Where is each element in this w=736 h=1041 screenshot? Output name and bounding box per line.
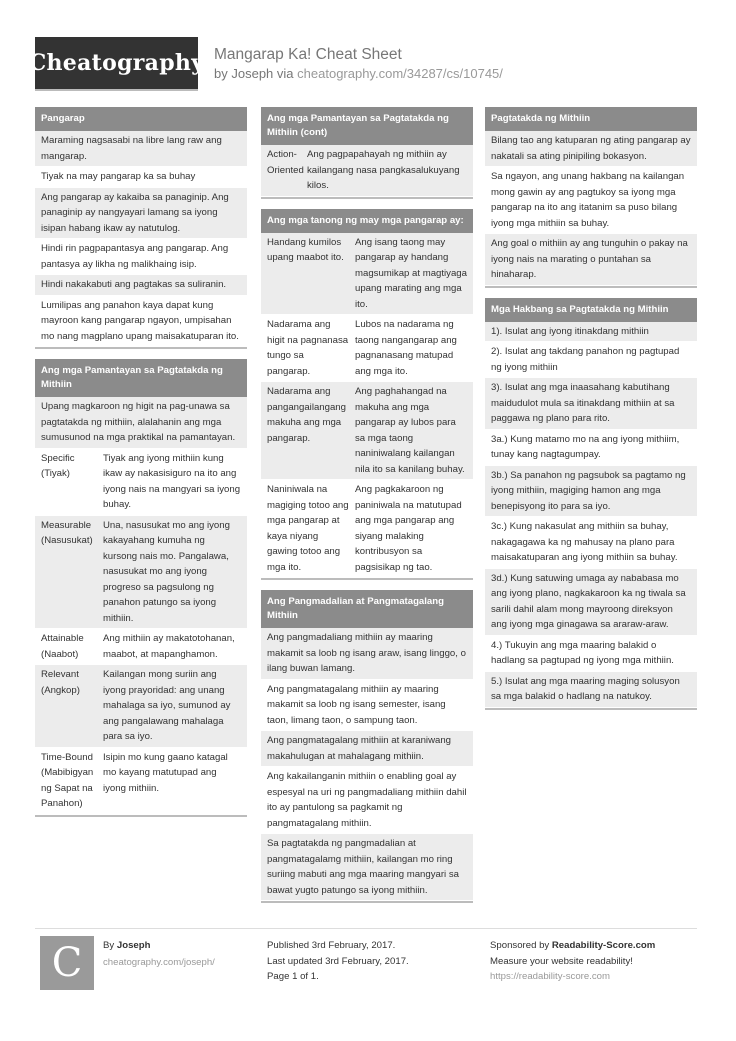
section-row: Tiyak na may pangarap ka sa buhay (35, 167, 247, 188)
row-key: Specific (Tiyak) (41, 452, 75, 479)
row-key: Nadarama ang higit na pagnanasa tungo sa pangarap. (267, 319, 349, 377)
column-2 (261, 107, 473, 913)
section-pagtatakda (485, 107, 697, 288)
section-divider (35, 347, 247, 349)
author-link[interactable]: Joseph (231, 66, 274, 81)
section-divider (261, 578, 473, 580)
section-intro: Upang magkaroon ng higit na pag-unawa sa pagtatakda ng mithiin, alalahanin ang mga sumusunod na mga praktikal na pamantayan. (35, 397, 247, 449)
section-title: Ang Pangmadalian at Pangmatagalang Mithiin (261, 590, 473, 628)
by-label: by (214, 66, 228, 81)
row-key: Nadarama ang pangangailangang makuha ang mga pangarap. (267, 386, 346, 444)
table-row (35, 449, 247, 516)
footer-dates (267, 938, 409, 985)
row-key: Measurable (Nasusukat) (41, 519, 93, 546)
cheatography-logo[interactable]: Cheatography (35, 37, 198, 89)
row-key: Relevant (Angkop) (41, 669, 80, 696)
section-pangmadalian (261, 590, 473, 903)
table-row (261, 315, 473, 382)
row-value: Ang mithiin ay makatotohanan, maabot, at mapanghamon. (103, 633, 235, 660)
section-title: Ang mga Pamantayan sa Pagtatakda ng Mithiin (cont) (261, 107, 473, 145)
section-row: Hindi rin pagpapantasya ang pangarap. Ang pantasya ay likha ng malikhaing isip. (35, 239, 247, 275)
footer-by-label: By (103, 940, 115, 951)
section-row: Bilang tao ang katuparan ng ating pangarap ay nakatali sa ating pinipiling bokasyon. (485, 131, 697, 167)
section-title: Mga Hakbang sa Pagtatakda ng Mithiin (485, 298, 697, 322)
section-mga-tanong (261, 209, 473, 581)
row-value: Lubos na nadarama ng taong nangangarap ang pagnanasang matupad ang mga ito. (355, 319, 457, 377)
section-row: Sa pagtatakda ng pangmadalian at pangmatagalamg mithiin, kailangan mo ring suriing mabuti ang mga maaring mangyari sa bawat yugto patungo sa iyong mithiin. (261, 834, 473, 901)
section-title: Pagtatakda ng Mithiin (485, 107, 697, 131)
section-row: Ang pangmatagalang mithiin at karaniwang makahulugan at mahalagang mithiin. (261, 731, 473, 767)
footer-author (103, 938, 215, 970)
section-divider (35, 815, 247, 817)
table-row (261, 233, 473, 316)
table-row (261, 480, 473, 578)
row-key: Handang kumilos upang maabot ito. (267, 236, 344, 263)
section-row: Ang kakailanganin mithiin o enabling goal ay espesyal na uri ng pangmadaliang mithiin dahil ito ay pantulong sa pagkamit ng pangmatagalang mithiin. (261, 767, 473, 834)
table-row (35, 665, 247, 748)
section-row: Sa ngayon, ang unang hakbang na kailangan mong gawin ay ang pagtukoy sa iyong mga pangarap na ito ang itatanim sa puso bilang iyong mga mithiin sa buhay. (485, 167, 697, 234)
row-value: Ang paghahangad na makuha ang mga pangarap ay lubos para sa mga taong naniniwalang kailangan nila ito sa kanilang buhay. (355, 386, 465, 475)
sheet-url-link[interactable]: cheatography.com/34287/cs/10745/ (297, 66, 503, 81)
section-row: Hindi nakakabuti ang pagtakas sa suliranin. (35, 275, 247, 296)
section-row: Ang pangmadaliang mithiin ay maaring makamit sa loob ng isang araw, isang linggo, o ilang buwan lamang. (261, 628, 473, 680)
section-row: Ang pangarap ay kakaiba sa panaginip. Ang panaginip ay nangyayari lamang sa iyong isipan habang ikaw ay natutulog. (35, 188, 247, 240)
section-row: Maraming nagsasabi na libre lang raw ang mangarap. (35, 131, 247, 167)
table-row (261, 382, 473, 480)
section-divider (485, 708, 697, 710)
table-row (261, 145, 473, 197)
section-hakbang (485, 298, 697, 710)
sponsor-url[interactable]: https://readability-score.com (490, 971, 610, 982)
section-divider (261, 901, 473, 903)
section-row: 4.) Tukuyin ang mga maaring balakid o hadlang sa pagtupad ng iyong mga mithiin. (485, 636, 697, 672)
row-value: Kailangan mong suriin ang iyong prayoridad: ang unang mahalaga sa iyo, sumunod ay ang pangalawang mahalaga para sa iyo. (103, 669, 231, 742)
section-divider (485, 286, 697, 288)
row-key: Action-Oriented (267, 149, 304, 176)
section-row: Ang pangmatagalang mithiin ay maaring makamit sa loob ng isang semester, isang taon, limang taon, o sampung taon. (261, 680, 473, 732)
row-value: Tiyak ang iyong mithiin kung ikaw ay nakasisiguro na ito ang iyong nais na mangyari sa iyong buhay. (103, 452, 241, 510)
published-date: Published 3rd February, 2017. (267, 940, 396, 951)
table-row (35, 748, 247, 815)
row-key: Attainable (Naabot) (41, 633, 84, 660)
section-row: 3a.) Kung matamo mo na ang iyong mithiim, tunay kang nagtagumpay. (485, 430, 697, 466)
section-row: 5.) Isulat ang mga maaring maging solusyon sa mga balakid o hadlang na natukoy. (485, 672, 697, 708)
section-title: Ang mga Pamantayan sa Pagtatakda ng Mithiin (35, 359, 247, 397)
section-divider (261, 197, 473, 199)
sponsor-link[interactable]: Readability-Score.com (551, 940, 656, 951)
section-row: 3c.) Kung nakasulat ang mithiin sa buhay, nakagagawa ka ng mahusay na plano para maisakatuparan ang iyong mithiin sa buhay. (485, 517, 697, 569)
via-label: via (276, 66, 294, 81)
table-row (35, 516, 247, 630)
section-row: 3b.) Sa panahon ng pagsubok sa pagtamo ng iyong mithiin, magiging hamon ang mga benepisyong ito para sa iyo. (485, 466, 697, 518)
column-3 (485, 107, 697, 720)
row-value: Isipin mo kung gaano katagal mo kayang matutupad ang iyong mithiin. (103, 751, 228, 794)
author-avatar[interactable]: C (40, 936, 94, 990)
row-value: Una, nasusukat mo ang iyong kakayahang kumuha ng kursong nais mo. Pangalawa, nasusukat mo ang iyong progreso sa pagsulong ng panahon patungo sa iyong mithiin. (103, 519, 230, 624)
row-key: Naniniwala na magiging totoo ang mga pangarap at kaya niyang gawing totoo ang mga ito. (267, 484, 349, 573)
row-value: Ang pagpapahayah ng mithiin ay kailangang nasa pangkasalukuyang kilos. (307, 149, 460, 191)
logo-underline (35, 89, 198, 91)
page-count: Page 1 of 1. (267, 971, 319, 982)
row-key: Time-Bound (Mabibigyan ng Sapat na Panahon) (41, 751, 94, 809)
footer-author-url[interactable]: cheatography.com/joseph/ (103, 956, 215, 968)
section-row: Ang goal o mithiin ay ang tunguhin o pakay na iyong nais na marating o puntahan sa hinaharap. (485, 234, 697, 286)
section-row: 1). Isulat ang iyong itinakdang mithiin (485, 322, 697, 343)
section-pamantayan-cont (261, 107, 473, 199)
section-title: Pangarap (35, 107, 247, 131)
section-title: Ang mga tanong ng may mga pangarap ay: (261, 209, 473, 233)
footer-divider (35, 928, 697, 929)
sponsored-label: Sponsored by (490, 940, 550, 951)
column-1 (35, 107, 247, 827)
section-row: 3d.) Kung satuwing umaga ay nababasa mo ang iyong plano, nagkakaroon ka ng tiwala sa sarili dahil alam mong mayroong direksyon ang iyong mga ginagawa sa araraw-araw. (485, 569, 697, 636)
section-pamantayan (35, 359, 247, 817)
row-value: Ang pagkakaroon ng paniniwala na matutupad ang mga pangarap ang siyang malaking kontribusyon sa pagsisikap ng tao. (355, 484, 462, 573)
page-title: Mangarap Ka! Cheat Sheet (214, 46, 402, 63)
table-row (35, 629, 247, 665)
footer-sponsor (490, 938, 655, 985)
section-row: Lumilipas ang panahon kaya dapat kung mayroon kang pangarap ngayon, umpisahan mo nang magplano upang maisakatuparan ito. (35, 296, 247, 348)
footer-author-name[interactable]: Joseph (116, 940, 151, 951)
sponsor-tagline: Measure your website readability! (490, 955, 633, 967)
byline (214, 66, 503, 81)
row-value: Ang isang taong may pangarap ay handang magsumikap at magtiyaga upang marating ang mga ito. (355, 236, 467, 310)
section-row: 2). Isulat ang takdang panahon ng pagtupad ng iyong mithiin (485, 342, 697, 378)
section-row: 3). Isulat ang mga inaasahang kabutihang maidudulot mula sa itinakdang mithiin at sa paggawa ng plano para rito. (485, 378, 697, 430)
updated-date: Last updated 3rd February, 2017. (267, 955, 409, 967)
section-pangarap (35, 107, 247, 349)
